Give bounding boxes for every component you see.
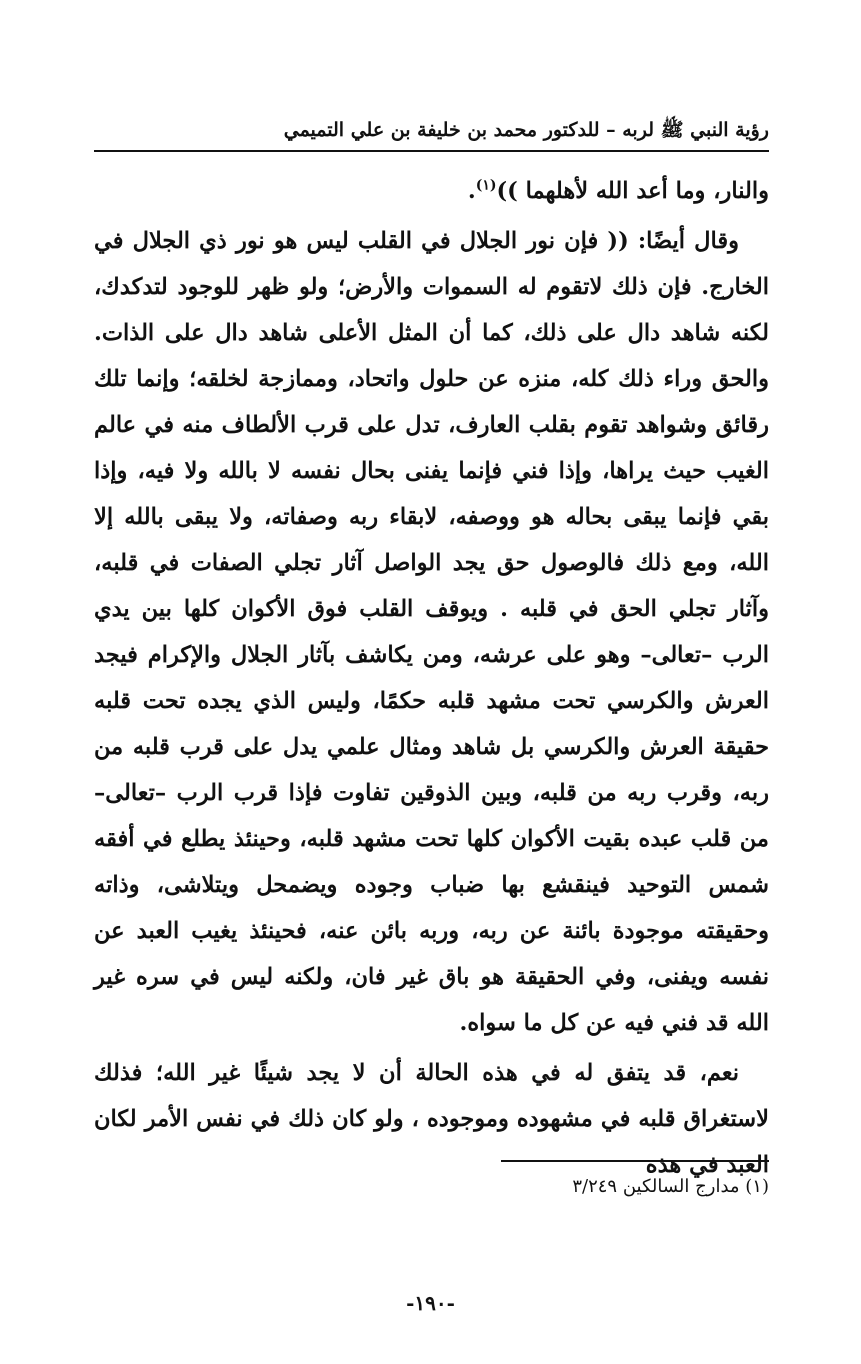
footnote-rule: [501, 1160, 769, 1162]
footnote-reference[interactable]: (١): [475, 177, 497, 194]
paragraph-2: وقال أيضًا: (( فإن نور الجلال في القلب ليس هو نور ذي الجلال في الخارج. فإن ذلك لاتقوم له السموات والأرض؛ ولو ظهر للوجود لتدكدك، لكنه شاهد دال على ذلك، كما أن المثل الأعلى شاهد دال على الذات. والحق وراء ذلك كله، منزه عن حلول واتحاد، وممازجة لخلقه؛ وإنما تلك رقائق وشواهد تقوم بقلب العارف، تدل على قرب الألطاف منه في عالم الغيب حيث يراها، وإذا فني فإنما يفنى بحال نفسه لا بالله ولا فيه، وإذا بقي فإنما يبقى بحاله هو ووصفه، لابقاء ربه وصفاته، ولا يبقى بالله إلا الله، ومع ذلك فالوصول حق يجد الواصل آثار تجلي الصفات في قلبه، وآثار تجلي الحق في قلبه . ويوقف القلب فوق الأكوان كلها بين يدي الرب –تعالى– وهو على عرشه، ومن يكاشف بآثار الجلال والإكرام فيجد العرش والكرسي تحت مشهد قلبه حكمًا، وليس الذي يجده تحت قلبه حقيقة العرش والكرسي بل شاهد ومثال علمي يدل على قرب قلبه من ربه، وقرب ربه من قلبه، وبين الذوقين تفاوت فإذا قرب الرب –تعالى– من قلب عبده بقيت الأكوان كلها تحت مشهد قلبه، وحينئذ يطلع في أفقه شمس التوحيد فينقشع بها ضباب وجوده ويضمحل ويتلاشى، وذاته وحقيقته موجودة بائنة عن ربه، وربه بائن عنه، فحينئذ يغيب العبد عن نفسه ويفنى، وفي الحقيقة هو باق غير فان، ولكنه ليس في سره غير الله قد فني فيه عن كل ما سواه.: [94, 228, 769, 1036]
running-header: رؤية النبي ﷺ لربه – للدكتور محمد بن خليفة بن علي التميمي: [283, 119, 769, 141]
body-text: [94, 168, 769, 1188]
footnote: (١) مدارج السالكين ٣/٢٤٩: [572, 1176, 769, 1197]
header-rule: [94, 150, 769, 152]
paragraph-1-end: .: [467, 178, 476, 204]
page-number: -١٩٠-: [406, 1291, 455, 1315]
paragraph-1-text: والنار، وما أعد الله لأهلهما )): [496, 178, 769, 204]
paragraph-1: [94, 168, 769, 214]
paragraph-3: نعم، قد يتفق له في هذه الحالة أن لا يجد شيئًا غير الله؛ فذلك لاستغراق قلبه في مشهوده وموجوده ، ولو كان ذلك في نفس الأمر لكان العبد في هذه: [94, 1060, 769, 1178]
